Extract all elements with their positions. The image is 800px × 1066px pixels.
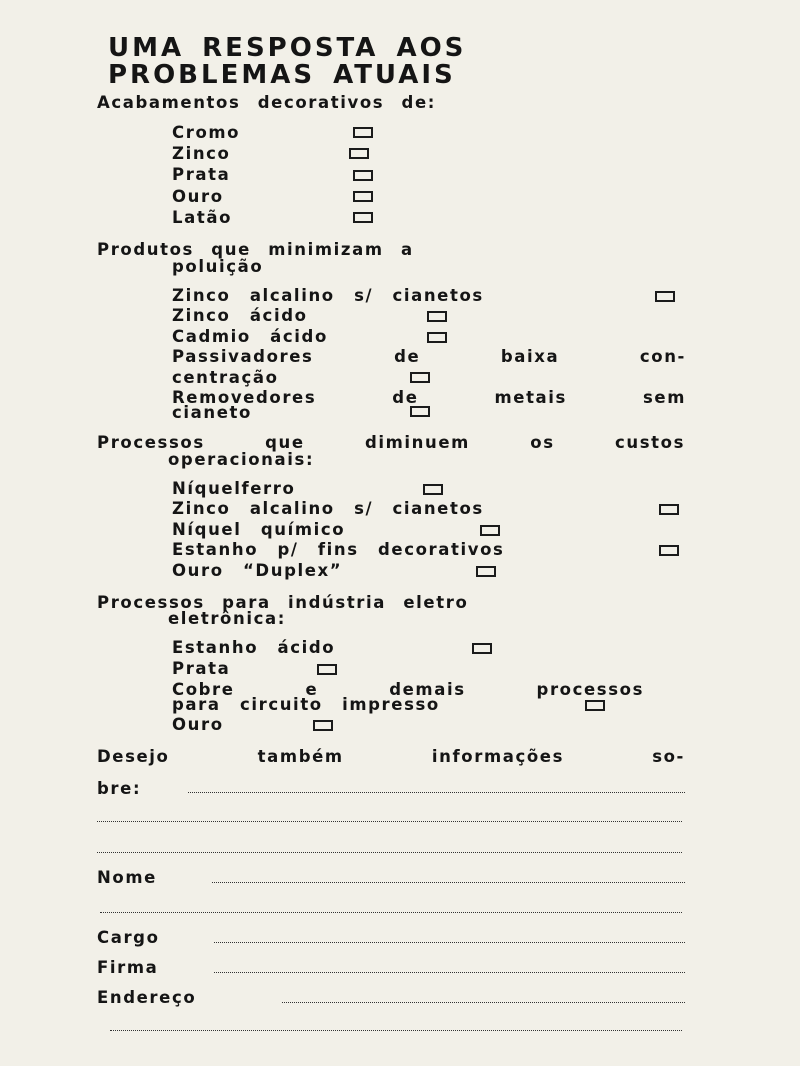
item-estanho-acido: Estanho ácido <box>172 638 336 657</box>
section-heading-electronics-cont: eletrônica: <box>168 609 286 628</box>
cargo-field[interactable] <box>214 942 685 943</box>
section-heading-costs-cont: operacionais: <box>168 450 315 469</box>
item-zinco-alcalino: Zinco alcalino s/ cianetos <box>172 286 484 305</box>
item-zinco-acido: Zinco ácido <box>172 306 308 325</box>
section-heading-pollution-cont: poluição <box>172 257 264 276</box>
checkbox-niquelferro[interactable] <box>423 484 443 495</box>
checkbox-latao[interactable] <box>353 212 373 223</box>
section-heading-decorative: Acabamentos decorativos de: <box>97 93 436 112</box>
item-latao: Latão <box>172 208 233 227</box>
title-line-2: PROBLEMAS ATUAIS <box>108 60 456 90</box>
section-heading-electronics: Processos para indústria eletro <box>97 593 469 612</box>
info-line-1[interactable] <box>188 792 685 793</box>
checkbox-ouro[interactable] <box>353 191 373 202</box>
item-zinco: Zinco <box>172 144 231 163</box>
item-cadmio-acido: Cadmio ácido <box>172 327 328 346</box>
item-cobre: Cobre e demais processos <box>172 680 644 699</box>
checkbox-zinco-alcalino[interactable] <box>655 291 675 302</box>
endereco-field[interactable] <box>282 1002 685 1003</box>
checkbox-prata[interactable] <box>353 170 373 181</box>
info-line-2[interactable] <box>97 821 682 822</box>
item-passivadores-cont: centração <box>172 368 279 387</box>
checkbox-ouro-2[interactable] <box>313 720 333 731</box>
section-heading-costs: Processos que diminuem os custos <box>97 433 685 452</box>
item-passivadores: Passivadores de baixa con- <box>172 347 686 366</box>
cargo-label: Cargo <box>97 928 160 947</box>
endereco-field-line-2[interactable] <box>110 1030 682 1031</box>
checkbox-prata-2[interactable] <box>317 664 337 675</box>
info-request-line-1: Desejo também informações so- <box>97 747 685 766</box>
item-ouro-duplex: Ouro “Duplex” <box>172 561 343 580</box>
item-ouro-2: Ouro <box>172 715 224 734</box>
checkbox-removedores[interactable] <box>410 406 430 417</box>
checkbox-niquel-quimico[interactable] <box>480 525 500 536</box>
endereco-label: Endereço <box>97 988 197 1007</box>
info-request-line-2: bre: <box>97 779 142 798</box>
info-line-3[interactable] <box>97 852 682 853</box>
item-removedores-cont: cianeto <box>172 403 252 422</box>
item-niquelferro: Níquelferro <box>172 479 296 498</box>
checkbox-ouro-duplex[interactable] <box>476 566 496 577</box>
item-zinco-alcalino-2: Zinco alcalino s/ cianetos <box>172 499 484 518</box>
item-prata: Prata <box>172 165 231 184</box>
checkbox-cobre[interactable] <box>585 700 605 711</box>
item-removedores: Removedores de metais sem <box>172 388 686 407</box>
checkbox-zinco-acido[interactable] <box>427 311 447 322</box>
item-cobre-cont: para circuito impresso <box>172 695 440 714</box>
nome-label: Nome <box>97 868 157 887</box>
checkbox-estanho-acido[interactable] <box>472 643 492 654</box>
firma-field[interactable] <box>214 972 685 973</box>
nome-field[interactable] <box>212 882 685 883</box>
section-heading-pollution: Produtos que minimizam a <box>97 240 414 259</box>
checkbox-cadmio-acido[interactable] <box>427 332 447 343</box>
item-prata-2: Prata <box>172 659 231 678</box>
checkbox-estanho-decorativos[interactable] <box>659 545 679 556</box>
checkbox-cromo[interactable] <box>353 127 373 138</box>
item-cromo: Cromo <box>172 123 241 142</box>
checkbox-zinco-alcalino-2[interactable] <box>659 504 679 515</box>
item-estanho-decorativos: Estanho p/ fins decorativos <box>172 540 505 559</box>
title-line-1: UMA RESPOSTA AOS <box>108 33 467 63</box>
checkbox-passivadores[interactable] <box>410 372 430 383</box>
item-ouro: Ouro <box>172 187 224 206</box>
checkbox-zinco[interactable] <box>349 148 369 159</box>
nome-field-line-2[interactable] <box>100 912 682 913</box>
item-niquel-quimico: Níquel químico <box>172 520 346 539</box>
firma-label: Firma <box>97 958 159 977</box>
